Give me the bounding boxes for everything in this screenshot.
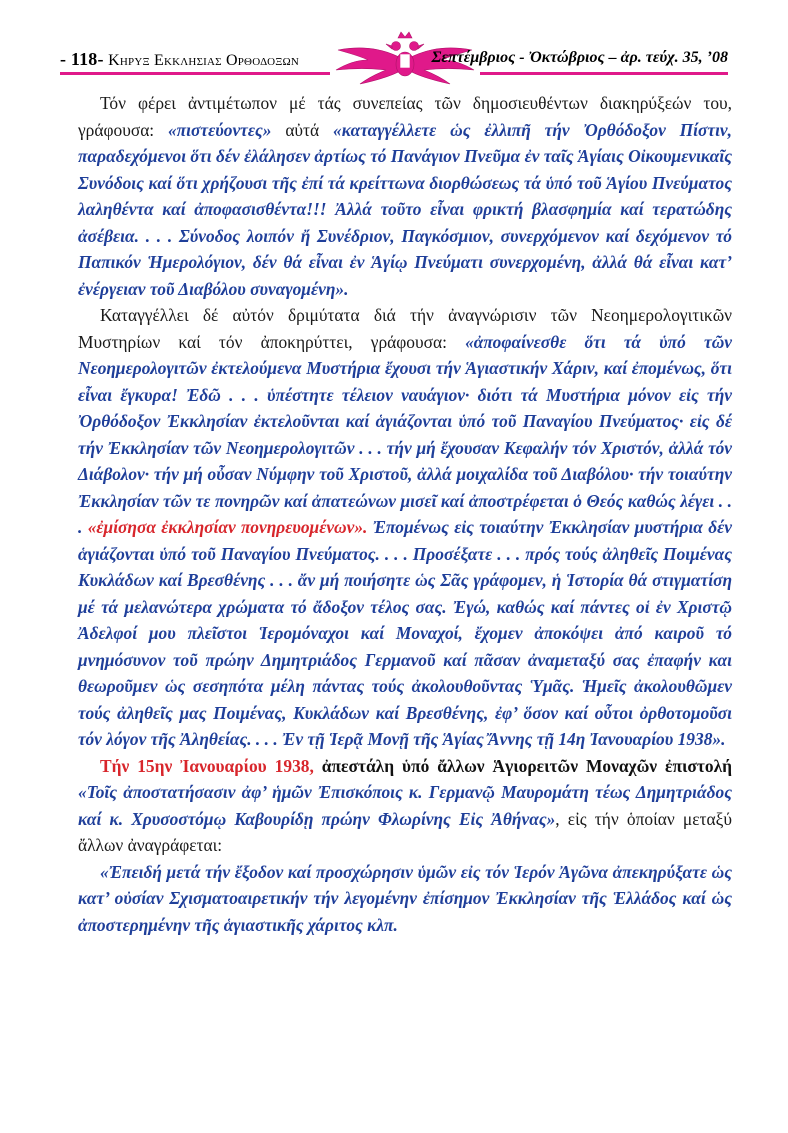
article-body: [78, 90, 732, 938]
quote-run: «πιστεύοντες»: [167, 119, 272, 140]
paragraph-3: [78, 753, 732, 859]
quote-run: «καταγγέλλετε ὡς ἐλλιπῆ τήν Ὀρθόδοξον Πίστιν, παραδεχόμενοι ὅτι δέν ἐλάλησεν ἀρτίως τό Πανάγιον Πνεῦμα ἐν ταῖς Ἁγίαις Οἰκουμενικαῖς Συνόδοις καί ὅτι χρήζουσι τῆς ἐπί τά κρείττωνα διορθώσεως τά ὑπό τοῦ Ἁγίου Πνεύματος λαληθέντα καί ἀποφασισθέντα!!! Ἀλλά τοῦτο εἶναι φρικτή βλασφημία καί τερατώδης ἀσέβεια. . . . Σύνοδος λοιπόν ἤ Συνέδριον, Παγκόσμιον, συνερχόμενον καί δεχόμενον τό Παπικόν Ἡμερολόγιον, δέν θά εἶναι ἐν Ἁγίῳ Πνεύματι συνερχομένη, ἀλλά θά εἶναι κατ’ ἐνέργειαν τοῦ Διαβόλου συναγομένη».: [78, 119, 732, 299]
header-left: [60, 49, 299, 70]
scripture-quote: «ἐμίσησα ἐκκλησίαν πονηρευομένων».: [87, 517, 368, 537]
issue-info: Σεπτέμβριος - Ὀκτώβριος – ἀρ. τεύχ. 35, ’08: [431, 49, 728, 66]
paragraph-2: [78, 302, 732, 753]
journal-title: Κηρυξ Εκκλησιας Ορθοδοξων: [108, 52, 300, 69]
date-highlight: Τήν 15ην Ἰανουαρίου 1938,: [100, 755, 314, 776]
header-rule-right: [480, 72, 728, 75]
quote-run: Ἐπομένως εἰς τοιαύτην Ἐκκλησίαν μυστήρια δέν ἁγιάζονται ὑπό τοῦ Παναγίου Πνεύματος. . . . Προσέξατε . . . πρός τούς ἀληθεῖς Ποιμένας Κυκλάδων καί Βρεσθένης . . . ἄν μή ποιήσητε ὡς Σᾶς γράφομεν, ἡ Ἱστορία θά στιγματίση μέ τά μελανώτερα χρώματα τό ἄδοξον τέλος σας. Ἐγώ, καθώς καί πάντες οἱ ἐν Χριστῷ Ἀδελφοί μου πλεῖστοι Ἱερομόναχοι καί Μοναχοί, ἔχομεν ἀποκόψει ἀπό καιροῦ τό μνημόσυνον τοῦ πρώην Δημητριάδος Γερμανοῦ καί πᾶσαν ἀναμεταξύ σας ἐπαφήν και θεωροῦμεν ὡς σεσηπότα μέλη πάντας τούς ἀκολουθοῦντας Ὑμᾶς. Ἡμεῖς ἀκολουθῶμεν τούς ἀληθεῖς μας Ποιμένας, Κυκλάδων καί Βρεσθένης, ἐφ’ ὅσον καί οὗτοι ὀρθοτομοῦσι τόν λόγον τῆς Ἀληθείας. . . . Ἐν τῇ Ἱερᾷ Μονῇ τῆς Ἁγίας Ἄννης τῇ 14η Ἰανουαρίου 1938».: [78, 517, 732, 749]
text-run: Τόν φέρει ἀντιμέτωπον μέ τάς συνεπείας τῶν δημοσιευθέντων διακηρύξεών του, γράφουσα:: [78, 93, 732, 140]
text-run: αὐτά: [271, 119, 333, 140]
running-header: [60, 38, 728, 78]
quote-run: «Τοῖς ἀποστατήσασιν ἀφ’ ἡμῶν Ἐπισκόποις κ. Γερμανῷ Μαυρομάτη τέως Δημητριάδος καί κ. Χρυσοστόμῳ Καβουρίδῃ πρώην Φλωρίνης Εἰς Ἀθήνας»: [78, 782, 732, 829]
paragraph-1: [78, 90, 732, 302]
quote-run: «ἀποφαίνεσθε ὅτι τά ὑπό τῶν Νεοημερολογιτῶν ἐκτελούμενα Μυστήρια ἔχουσι τήν Ἁγιαστικήν Χάριν, καί ἐπομένως, ὅτι εἶναι ἔγκυρα! Ἐδῶ . . . ὑπέστητε τέλειον ναυάγιον· διότι τά Μυστήρια μόνον εἰς τήν Ὀρθόδοξον Ἐκκλησίαν ἐκτελοῦνται καί ἁγιάζονται ὑπό τοῦ Παναγίου Πνεύματος· εἰς δέ τήν Ἐκκλησίαν τῶν Νεοημερολογιτῶν . . . τήν μή ἔχουσαν Κεφαλήν τόν Χριστόν, ἀλλά τόν Διάβολον· τήν μή οὖσαν Νύμφην τοῦ Χριστοῦ, ἀλλά μοιχαλίδα τοῦ Διαβόλου· τήν τοιαύτην Ἐκκλησίαν τῶν τε πονηρῶν καί ἀπατεώνων μισεῖ καί ἀποστρέφεται ὁ Θεός καθώς λέγει . . .: [78, 331, 732, 537]
text-run: , εἰς τήν ὁποίαν μεταξύ ἄλλων ἀναγράφεται:: [78, 808, 732, 855]
paragraph-4: [78, 859, 732, 939]
page-number: - 118-: [60, 49, 104, 69]
text-run: Καταγγέλλει δέ αὐτόν δριμύτατα διά τήν ἀναγνώρισιν τῶν Νεοημερολογιτικῶν Μυστηρίων καί τόν ἀποκηρύττει, γράφουσα:: [78, 305, 732, 352]
quote-run: «Ἐπειδή μετά τήν ἔξοδον καί προσχώρησιν ὑμῶν εἰς τόν Ἱερόν Ἀγῶνα ἀπεκηρύξατε ὡς κατ’ οὐσίαν Σχισματοαιρετικήν τήν λεγομένην ἐπίσημον Ἐκκλησίαν τῆς Ἑλλάδος καί ὡς ἀποστερημένην τῆς ἁγιαστικῆς χάριτος κλπ.: [78, 861, 732, 935]
bold-run: ἀπεστάλη ὑπό ἄλλων Ἁγιορειτῶν Μοναχῶν ἐπιστολή: [313, 755, 732, 776]
header-rule-left: [60, 72, 330, 75]
